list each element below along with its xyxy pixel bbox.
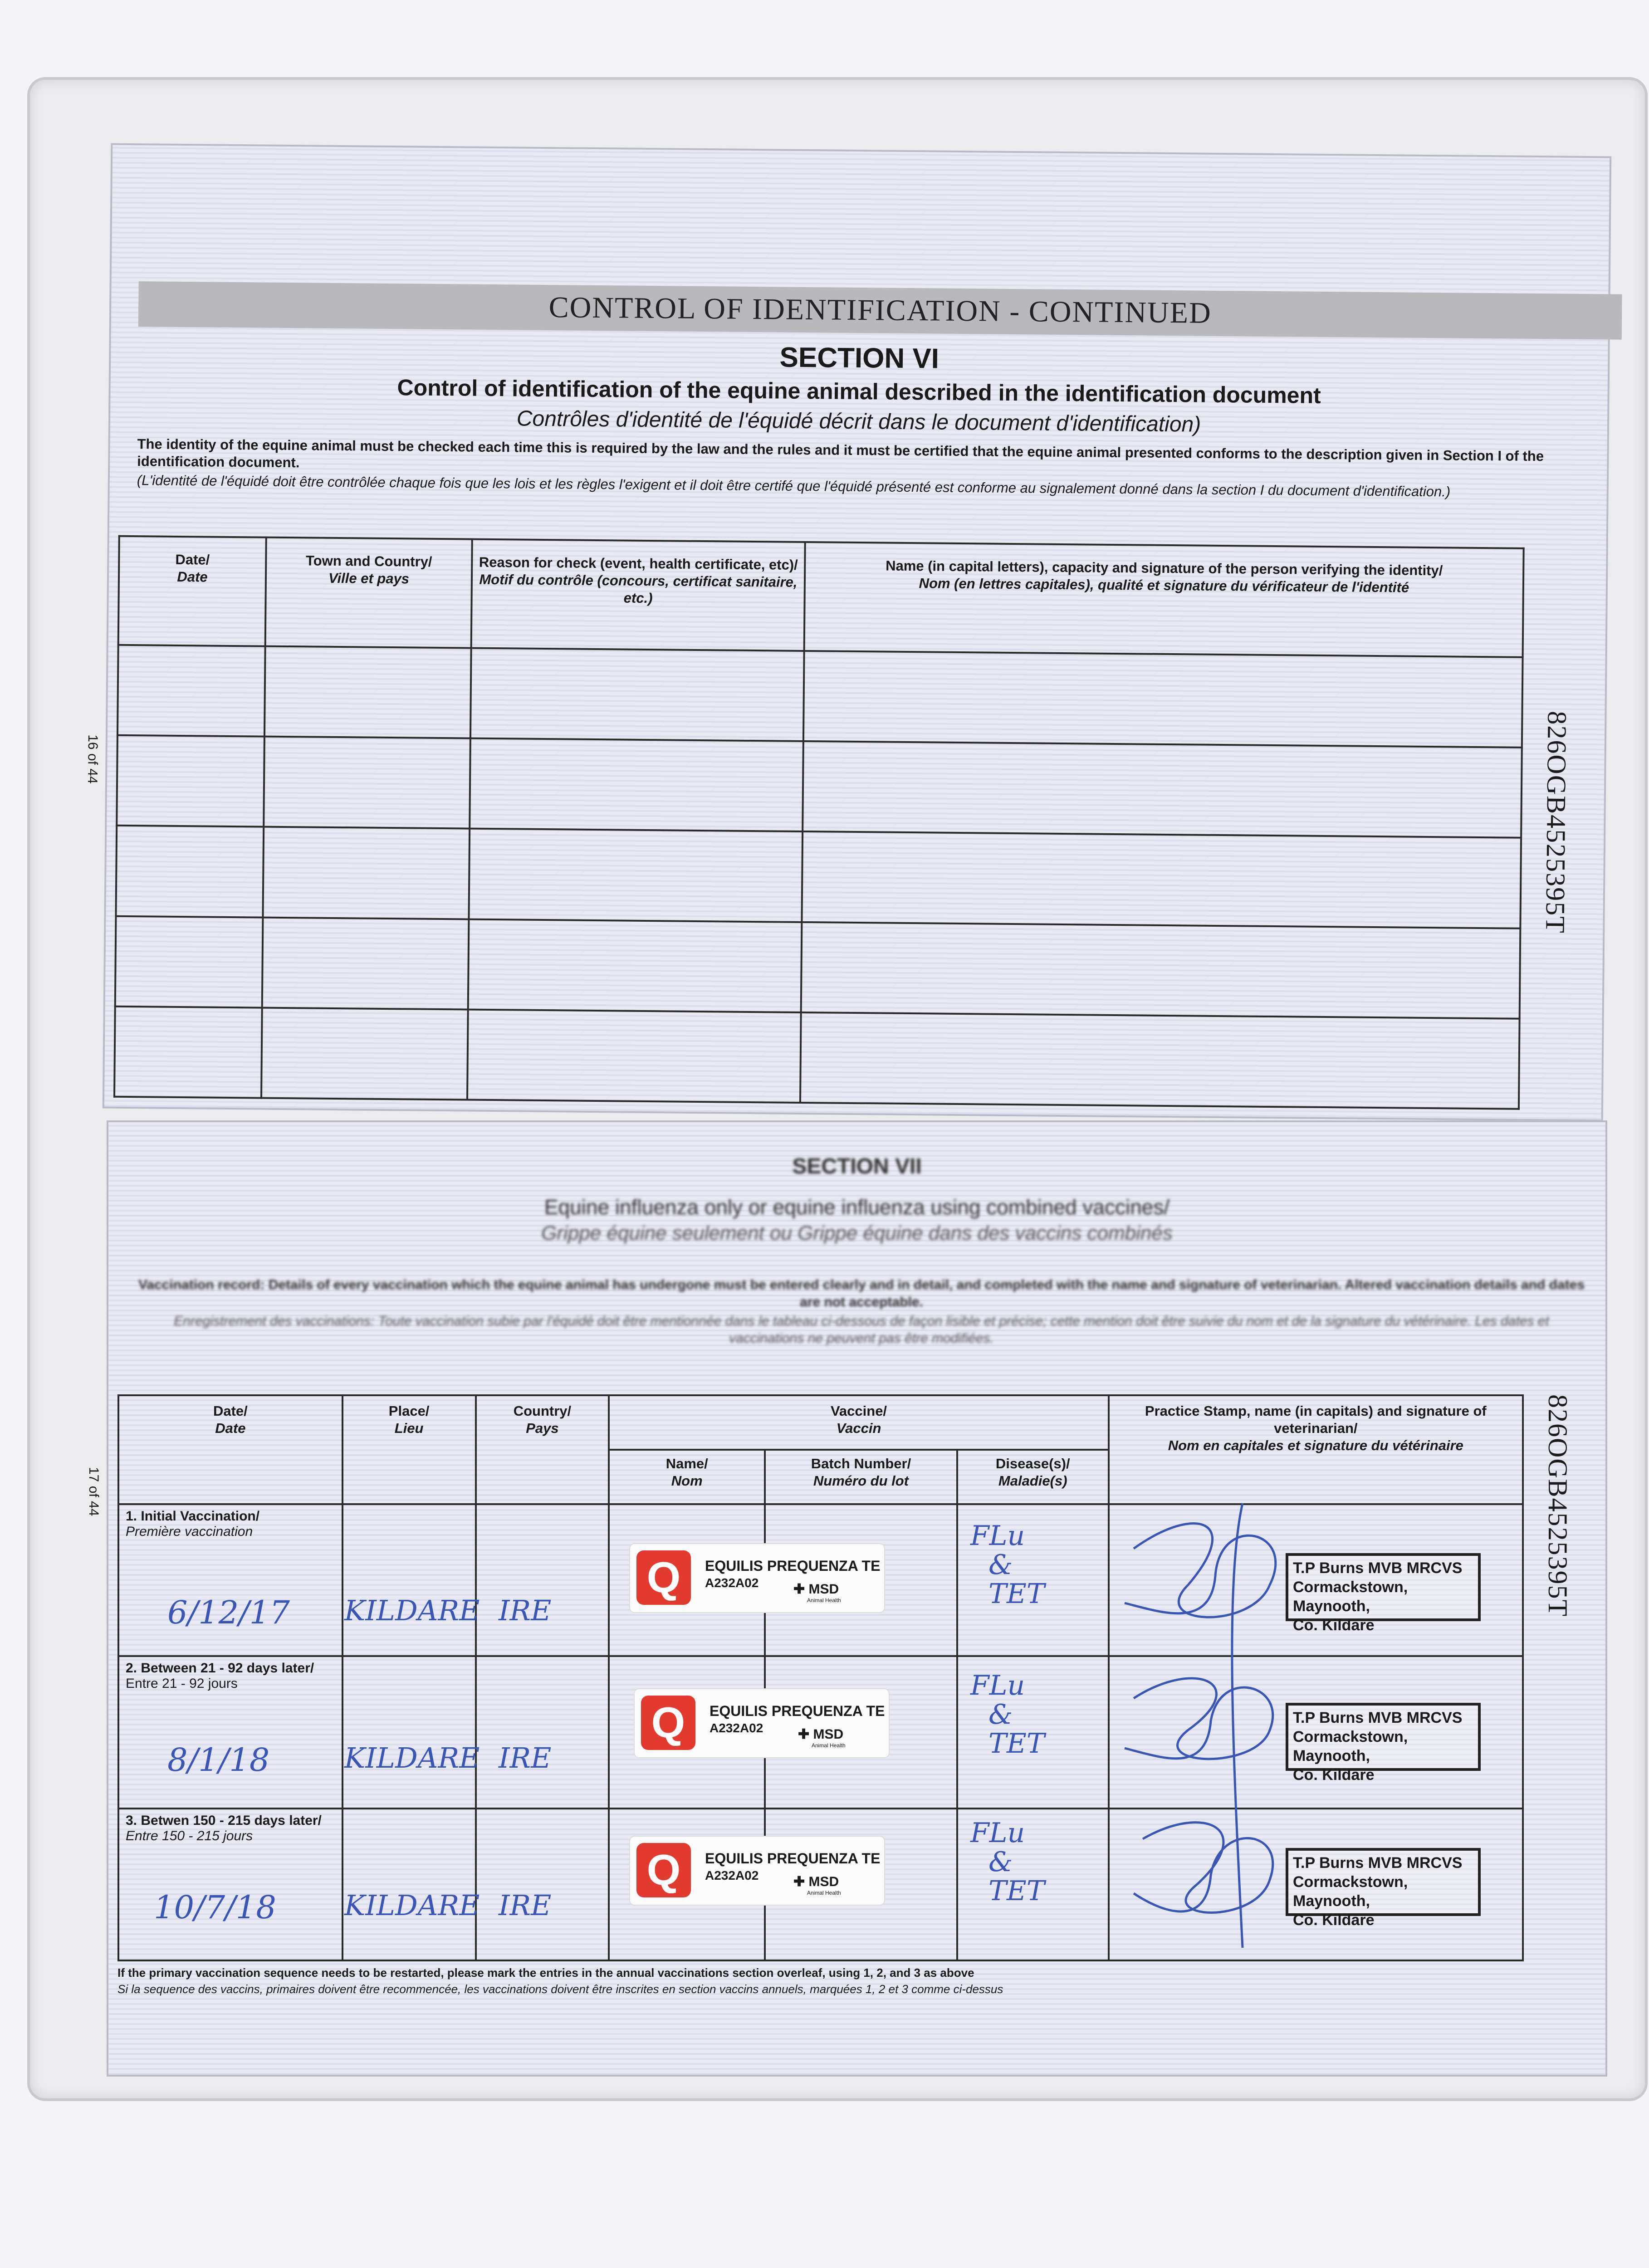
msd-logo: ✚ MSD Animal Health <box>793 1582 841 1603</box>
header-reason: Reason for check (event, health certificate, etc)/ Motif du contrôle (concours, certificat sanitaire, etc.) <box>471 539 805 651</box>
section-title-fr: Contrôles d'identité de l'équidé décrit dans le document d'identification) <box>516 406 1201 437</box>
handwritten-date: 8/1/18 <box>167 1741 270 1779</box>
instruction-text-fr: (L'identité de l'équidé doit être contrôlée chaque fois que les lois et les règles l'exigent et il doit être certifé que l'équidé présenté est conforme au signalement donné dans la section I du document d'identification.) <box>137 472 1451 500</box>
page-number: 16 of 44 <box>85 734 100 784</box>
passport-number: 826OGB4525395T <box>1540 711 1572 934</box>
table-row <box>117 735 1522 838</box>
footnote-fr: Si la sequence des vaccins, primaires doivent être recommencée, les vaccinations doivent être inscrites en section vaccins annuels, marquées 1, 2 et 3 comme ci-dessus <box>117 1982 1003 1996</box>
table-row <box>115 916 1521 1018</box>
page-number: 17 of 44 <box>86 1467 101 1516</box>
header-disease: Disease(s)/ Maladie(s) <box>957 1450 1109 1504</box>
q-logo-icon: Q <box>641 1696 695 1750</box>
handwritten-date: 6/12/17 <box>167 1594 290 1631</box>
header-stamp: Practice Stamp, name (in capitals) and signature of veterinarian/ Nom en capitales et signature du vétérinaire <box>1109 1395 1523 1504</box>
handwritten-country: IRE <box>499 1594 552 1627</box>
practice-stamp: T.P Burns MVB MRCVS Cormackstown, Maynooth, Co. Kildare <box>1286 1553 1481 1621</box>
handwritten-disease: FLu & TET <box>970 1817 1045 1907</box>
header-vaccine-name: Name/ Nom <box>609 1450 765 1504</box>
table-row <box>114 1007 1520 1109</box>
handwritten-disease: FLu & TET <box>970 1520 1045 1610</box>
header-place: Place/ Lieu <box>343 1395 476 1504</box>
sticker-batch: A232A02 <box>705 1868 759 1882</box>
q-logo-icon: Q <box>636 1843 691 1897</box>
section-title-fr: Grippe équine seulement ou Grippe équine dans des vaccins combinés <box>541 1222 1173 1244</box>
header-vaccine: Vaccine/ Vaccin <box>609 1395 1108 1450</box>
handwritten-place: KILDARE <box>344 1889 480 1922</box>
passport-number: 826OGB4525395T <box>1543 1394 1573 1618</box>
instruction-text-fr: Enregistrement des vaccinations: Toute vaccination subie par l'équidé doit être mentionnée dans le tableau ci-dessous de façon lisible et précise; cette mention doit être suivie du nom et de la signature du vétérinaire. Les dates et vaccinations ne peuvent pas être modifiées. <box>174 1314 1549 1346</box>
sticker-name: EQUILIS PREQUENZA TE <box>705 1558 881 1574</box>
msd-logo: ✚ MSD Animal Health <box>798 1727 846 1749</box>
practice-stamp: T.P Burns MVB MRCVS Cormackstown, Maynooth, Co. Kildare <box>1286 1703 1481 1771</box>
instruction-text: Vaccination record: Details of every vaccination which the equine animal has undergone must be entered clearly and in detail, and completed with the name and signature of veterinarian. Altered vaccination details and dates are not acceptable. <box>138 1277 1585 1310</box>
handwritten-country: IRE <box>499 1741 552 1774</box>
header-date: Date/ Date <box>118 1395 343 1504</box>
header-town: Town and Country/ Ville et pays <box>265 538 472 648</box>
header-country: Country/ Pays <box>476 1395 609 1504</box>
handwritten-disease: FLu & TET <box>970 1670 1045 1760</box>
vaccine-sticker <box>630 1544 884 1612</box>
practice-stamp: T.P Burns MVB MRCVS Cormackstown, Maynooth, Co. Kildare <box>1286 1848 1481 1916</box>
vaccine-sticker <box>635 1689 889 1757</box>
sticker-name: EQUILIS PREQUENZA TE <box>705 1850 881 1867</box>
q-logo-icon: Q <box>636 1550 691 1605</box>
row-label: 1. Initial Vaccination/ Première vaccination <box>118 1504 343 1656</box>
table-row <box>116 826 1521 928</box>
header-date: Date/ Date <box>118 536 266 646</box>
identity-check-table <box>113 535 1525 1110</box>
header-verifier: Name (in capital letters), capacity and signature of the person verifying the identity/ Nom (en lettres capitales), qualité et signature du vérificateur de l'identité <box>804 542 1524 657</box>
vaccine-sticker <box>630 1837 884 1905</box>
sticker-name: EQUILIS PREQUENZA TE <box>710 1703 885 1719</box>
msd-logo: ✚ MSD Animal Health <box>793 1874 841 1896</box>
sticker-batch: A232A02 <box>710 1721 763 1735</box>
header-batch: Batch Number/ Numéro du lot <box>765 1450 957 1504</box>
page-section-vii <box>86 1120 1607 2077</box>
page-section-vi <box>85 143 1611 1122</box>
row-label: 2. Between 21 - 92 days later/ Entre 21 - 92 jours <box>118 1656 343 1808</box>
sticker-batch: A232A02 <box>705 1576 759 1590</box>
section-title: Equine influenza only or equine influenza using combined vaccines/ <box>544 1195 1170 1219</box>
handwritten-place: KILDARE <box>344 1741 480 1774</box>
instruction-text: The identity of the equine animal must be checked each time this is required by the law and the rules and it must be certified that the equine animal presented conforms to the description given in Section I of the identification document. <box>137 436 1544 471</box>
section-heading: SECTION VII <box>792 1154 922 1178</box>
handwritten-place: KILDARE <box>344 1594 480 1627</box>
section-banner: CONTROL OF IDENTIFICATION - CONTINUED <box>138 281 1622 340</box>
row-label: 3. Betwen 150 - 215 days later/ Entre 150 - 215 jours <box>118 1809 343 1960</box>
footnote: If the primary vaccination sequence needs to be restarted, please mark the entries in the annual vaccinations section overleaf, using 1, 2, and 3 as above <box>117 1966 974 1980</box>
handwritten-country: IRE <box>499 1889 552 1922</box>
section-heading: SECTION VI <box>779 342 939 375</box>
handwritten-date: 10/7/18 <box>154 1889 276 1926</box>
table-row <box>117 645 1523 748</box>
section-title: Control of identification of the equine animal described in the identification document <box>397 375 1321 408</box>
